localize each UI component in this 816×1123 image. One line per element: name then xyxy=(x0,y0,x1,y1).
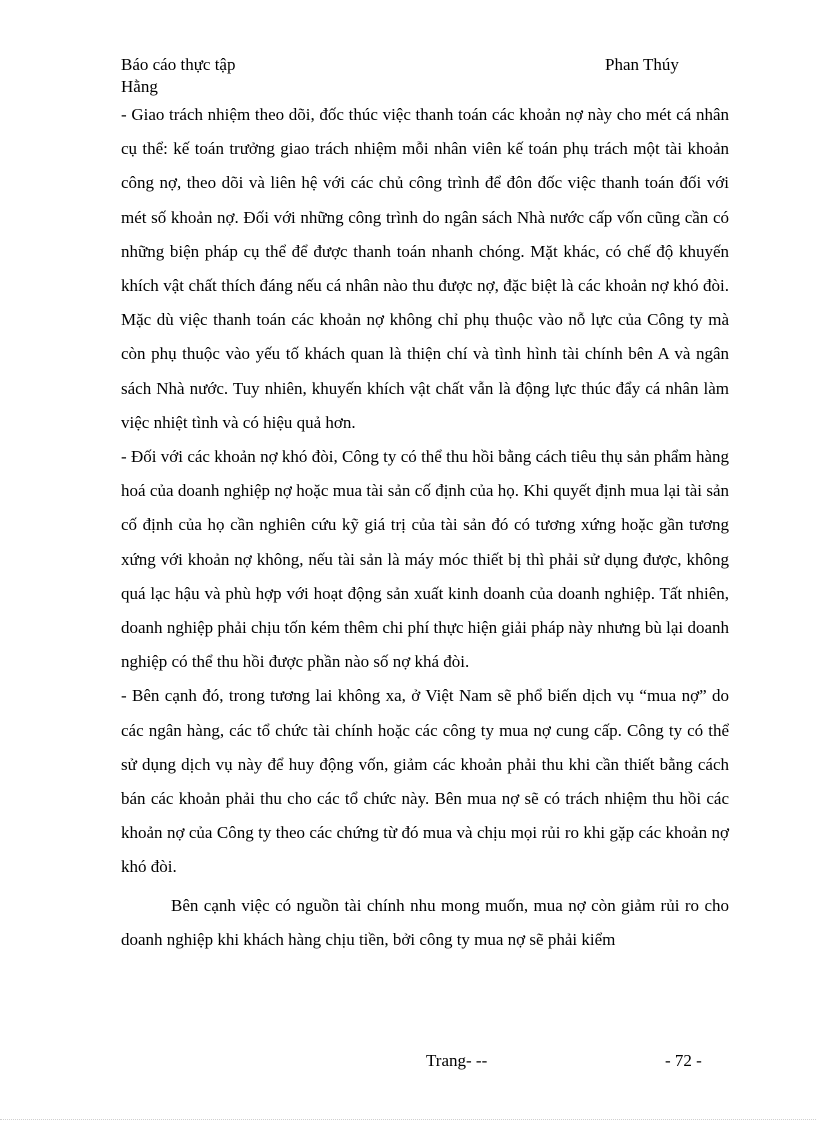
report-title: Báo cáo thực tập xyxy=(121,55,236,74)
paragraph-risk-reduction: Bên cạnh việc có nguồn tài chính nhu mong muốn, mua nợ còn giảm rủi ro cho doanh nghiệp khi khách hàng chịu tiền, bởi công ty mua nợ sẽ phải kiểm xyxy=(121,895,729,949)
author-name: Phan Thúy xyxy=(605,55,679,74)
footer-page-number: - 72 - xyxy=(665,1051,702,1070)
paragraph-debt-buying-service: - Bên cạnh đó, trong tương lai không xa, ở Việt Nam sẽ phổ biến dịch vụ “mua nợ” do các ngân hàng, các tổ chức tài chính hoặc các công ty mua nợ cung cấp. Công ty có thể sử dụng dịch vụ này để huy động vốn, giảm các khoản phải thu khi cần thiết bằng cách bán các khoản phải thu cho các tổ chức này. Bên mua nợ sẽ có trách nhiệm thu hồi các khoản nợ của Công ty theo các chứng từ đó mua và chịu mọi rủi ro khi gặp các khoản nợ khó đòi. xyxy=(121,686,729,877)
header-left xyxy=(121,54,321,98)
paragraph-debt-responsibility: - Giao trách nhiệm theo dõi, đốc thúc việc thanh toán các khoản nợ này cho mét cá nhân cụ thể: kế toán trưởng giao trách nhiệm mỗi nhân viên kế toán phụ trách một tài khoản công nợ, theo dõi và liên hệ với các chủ công trình để đôn đốc việc thanh toán đối với mét số khoản nợ. Đối với những công trình do ngân sách Nhà nước cấp vốn cũng cần có những biện pháp cụ thể để được thanh toán nhanh chóng. Mặt khác, có chế độ khuyến khích vật chất thích đáng nếu cá nhân nào thu được nợ, đặc biệt là các khoản nợ khó đòi. Mặc dù việc thanh toán các khoản nợ không chỉ phụ thuộc vào nỗ lực của Công ty mà còn phụ thuộc vào yếu tố khách quan là thiện chí và tình hình tài chính bên A và ngân sách Nhà nước. Tuy nhiên, khuyến khích vật chất vẫn là động lực thúc đẩy cá nhân làm việc nhiệt tình và có hiệu quả hơn. xyxy=(121,105,729,432)
author-name-continued: Hằng xyxy=(121,77,158,96)
page-bottom-divider xyxy=(0,1119,816,1120)
document-body xyxy=(121,98,729,957)
footer-page-label: Trang- -- xyxy=(426,1051,488,1070)
paragraph-bad-debt-recovery: - Đối với các khoản nợ khó đòi, Công ty có thể thu hồi bằng cách tiêu thụ sản phẩm hàng hoá của doanh nghiệp nợ hoặc mua tài sản cố định của họ. Khi quyết định mua lại tài sản cố định của họ cần nghiên cứu kỹ giá trị của tài sản đó có tương xứng hoặc gần tương xứng với khoản nợ không, nếu tài sản là máy móc thiết bị thì phải sử dụng được, không quá lạc hậu và phù hợp với hoạt động sản xuất kinh doanh của doanh nghiệp. Tất nhiên, doanh nghiệp phải chịu tốn kém thêm chi phí thực hiện giải pháp này nhưng bù lại doanh nghiệp có thể thu hồi được phần nào số nợ khá đòi. xyxy=(121,447,729,672)
